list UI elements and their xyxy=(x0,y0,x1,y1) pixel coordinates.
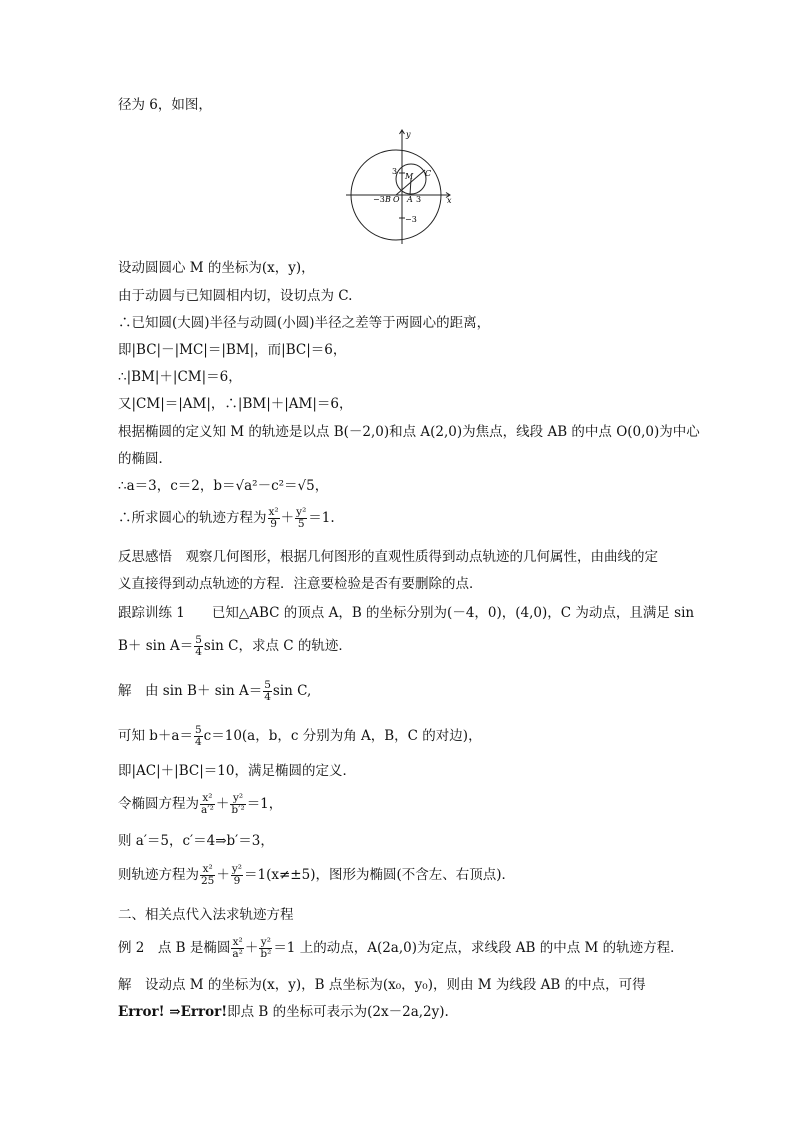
figure-label-c: C xyxy=(425,169,432,178)
plus-sign: ＋ xyxy=(216,867,230,883)
fraction-x2-25 xyxy=(200,864,215,887)
fraction-num: y² xyxy=(231,863,243,875)
text-segment: ∴所求圆心的轨迹方程为 xyxy=(118,510,267,526)
line-ellipse-end: 的椭圆． xyxy=(118,451,172,467)
text-segment: ＝1， xyxy=(246,796,283,812)
line-reflection: 反思感悟 观察几何图形，根据几何图形的直观性质得到动点轨迹的几何属性，由曲线的定 xyxy=(118,549,658,565)
text-segment: ＝1(x≠±5)，图形为椭圆(不含左、右顶点)． xyxy=(244,867,516,883)
fraction-num: 5 xyxy=(194,724,202,736)
circle-figure xyxy=(340,126,460,246)
line-tangent-point: 由于动圆与已知圆相内切，设切点为 C. xyxy=(118,288,353,304)
line-ellipse-definition: 根据椭圆的定义知 M 的轨迹是以点 B(－2,0)和点 A(2,0)为焦点，线段 AB 的中点 O(0,0)为中心 xyxy=(118,424,700,440)
fraction-den: 4 xyxy=(195,646,202,658)
text-segment: 则轨迹方程为 xyxy=(118,867,199,883)
plus-sign: ＋ xyxy=(280,510,295,526)
text-segment: ＝1 上的动点，A(2a,0)为定点，求线段 AB 的中点 M 的轨迹方程． xyxy=(273,940,684,956)
line-ellipse-form xyxy=(118,793,282,816)
plus-sign: ＋ xyxy=(244,940,259,956)
line-cm-am: 又|CM|＝|AM|，∴|BM|＋|AM|＝6， xyxy=(118,396,353,412)
fraction-den: 25 xyxy=(201,875,215,887)
figure-label-m: M xyxy=(405,172,414,181)
text-segment: c＝10(a，b，c 分别为角 A，B，C 的对边)， xyxy=(203,728,482,744)
fraction-den: b′² xyxy=(231,804,245,816)
figure-label-y: y xyxy=(406,130,411,139)
fraction-num: x² xyxy=(200,864,215,876)
line-reflection-2: 义直接得到动点轨迹的方程．注意要检验是否有要删除的点． xyxy=(118,576,483,592)
fraction-5-4 xyxy=(194,725,203,748)
plus-sign: ＋ xyxy=(215,796,230,812)
figure-label-neg3-bottom: −3 xyxy=(405,215,417,224)
text-segment: 即点 B 的坐标可表示为(2x－2a,2y). xyxy=(227,1004,449,1020)
section-heading-related-point: 二、相关点代入法求轨迹方程 xyxy=(118,907,294,923)
text-segment: sin C，求点 C 的轨迹． xyxy=(203,638,352,654)
line-bc-mc-bm: 即|BC|－|MC|＝|BM|，而|BC|＝6， xyxy=(118,342,347,358)
fraction-den: 4 xyxy=(264,691,271,703)
figure-label-3-top: 3 xyxy=(392,167,398,176)
fraction-y2-5 xyxy=(295,507,307,530)
line-radius-difference: ∴已知圆(大圆)半径与动圆(小圆)半径之差等于两圆心的距离， xyxy=(118,315,491,331)
line-final-locus xyxy=(118,864,515,887)
fraction-den: 5 xyxy=(297,518,305,530)
line-error-expression xyxy=(118,1003,449,1021)
line-practice-1-cont xyxy=(118,635,352,658)
fraction-y2-bp2 xyxy=(230,793,245,816)
error-text: Error! ⇒Error! xyxy=(118,1004,228,1020)
line-solution-start xyxy=(118,680,311,703)
fraction-y2-9 xyxy=(231,864,243,887)
fraction-num: y² xyxy=(296,506,307,518)
text-segment: B＋ sin A＝ xyxy=(118,638,194,654)
figure-graphics xyxy=(346,130,450,244)
line-radius-6: 径为 6，如图， xyxy=(118,97,212,113)
line-a-c-b-values: 则 a′＝5，c′＝4⇒b′＝3， xyxy=(118,833,274,849)
line-abc-values: ∴a＝3，c＝2，b＝√a²－c²＝√5， xyxy=(118,478,329,494)
fraction-num: x² xyxy=(268,506,279,518)
text-segment: ＝1. xyxy=(308,510,335,526)
line-center-coordinates: 设动圆圆心 M 的坐标为(x，y)， xyxy=(118,260,315,276)
text-segment: sin C, xyxy=(272,683,312,699)
fraction-x2-9 xyxy=(268,507,280,530)
figure-label-neg3: −3 xyxy=(373,195,385,204)
fraction-num: y² xyxy=(260,936,271,948)
fraction-x2-a2 xyxy=(231,937,243,960)
text-segment: 可知 b＋a＝ xyxy=(118,728,193,744)
fraction-num: x² xyxy=(232,936,243,948)
fraction-den: a² xyxy=(232,948,243,960)
segment-ma xyxy=(410,179,411,195)
fraction-den: b² xyxy=(260,948,272,960)
figure-label-b: B xyxy=(385,195,391,204)
figure-label-o: O xyxy=(393,195,400,204)
fraction-den: a′² xyxy=(201,804,214,816)
fraction-den: 4 xyxy=(194,736,202,748)
fraction-x2-ap2 xyxy=(200,793,215,816)
line-bm-cm: ∴|BM|＋|CM|＝6， xyxy=(118,369,242,385)
fraction-num: x² xyxy=(200,793,215,805)
text-segment: 令椭圆方程为 xyxy=(118,796,199,812)
figure-label-a: A xyxy=(407,195,413,204)
fraction-5-4 xyxy=(263,680,272,703)
fraction-5-4 xyxy=(194,635,203,658)
fraction-den: 9 xyxy=(233,875,241,887)
line-example-2 xyxy=(118,937,684,960)
line-ac-bc: 即|AC|＋|BC|＝10，满足椭圆的定义． xyxy=(118,763,356,779)
fraction-num: y² xyxy=(230,793,245,805)
fraction-num: 5 xyxy=(195,634,202,646)
line-locus-equation xyxy=(118,507,335,530)
figure-label-x: x xyxy=(447,196,452,205)
fraction-den: 9 xyxy=(270,518,277,530)
fraction-num: 5 xyxy=(264,679,271,691)
text-segment: 解 由 sin B＋ sin A＝ xyxy=(118,683,263,699)
line-practice-1: 跟踪训练 1 已知△ABC 的顶点 A，B 的坐标分别为(－4，0)，(4,0)，C 为动点，且满足 sin xyxy=(118,605,695,621)
line-b-plus-a xyxy=(118,725,482,748)
fraction-y2-b2 xyxy=(259,937,272,960)
line-solution-2: 解 设动点 M 的坐标为(x，y)，B 点坐标为(x₀，y₀)，则由 M 为线段 AB 的中点，可得 xyxy=(118,977,646,993)
figure-label-3-right: 3 xyxy=(416,195,422,204)
text-segment: 例 2 点 B 是椭圆 xyxy=(118,940,231,956)
